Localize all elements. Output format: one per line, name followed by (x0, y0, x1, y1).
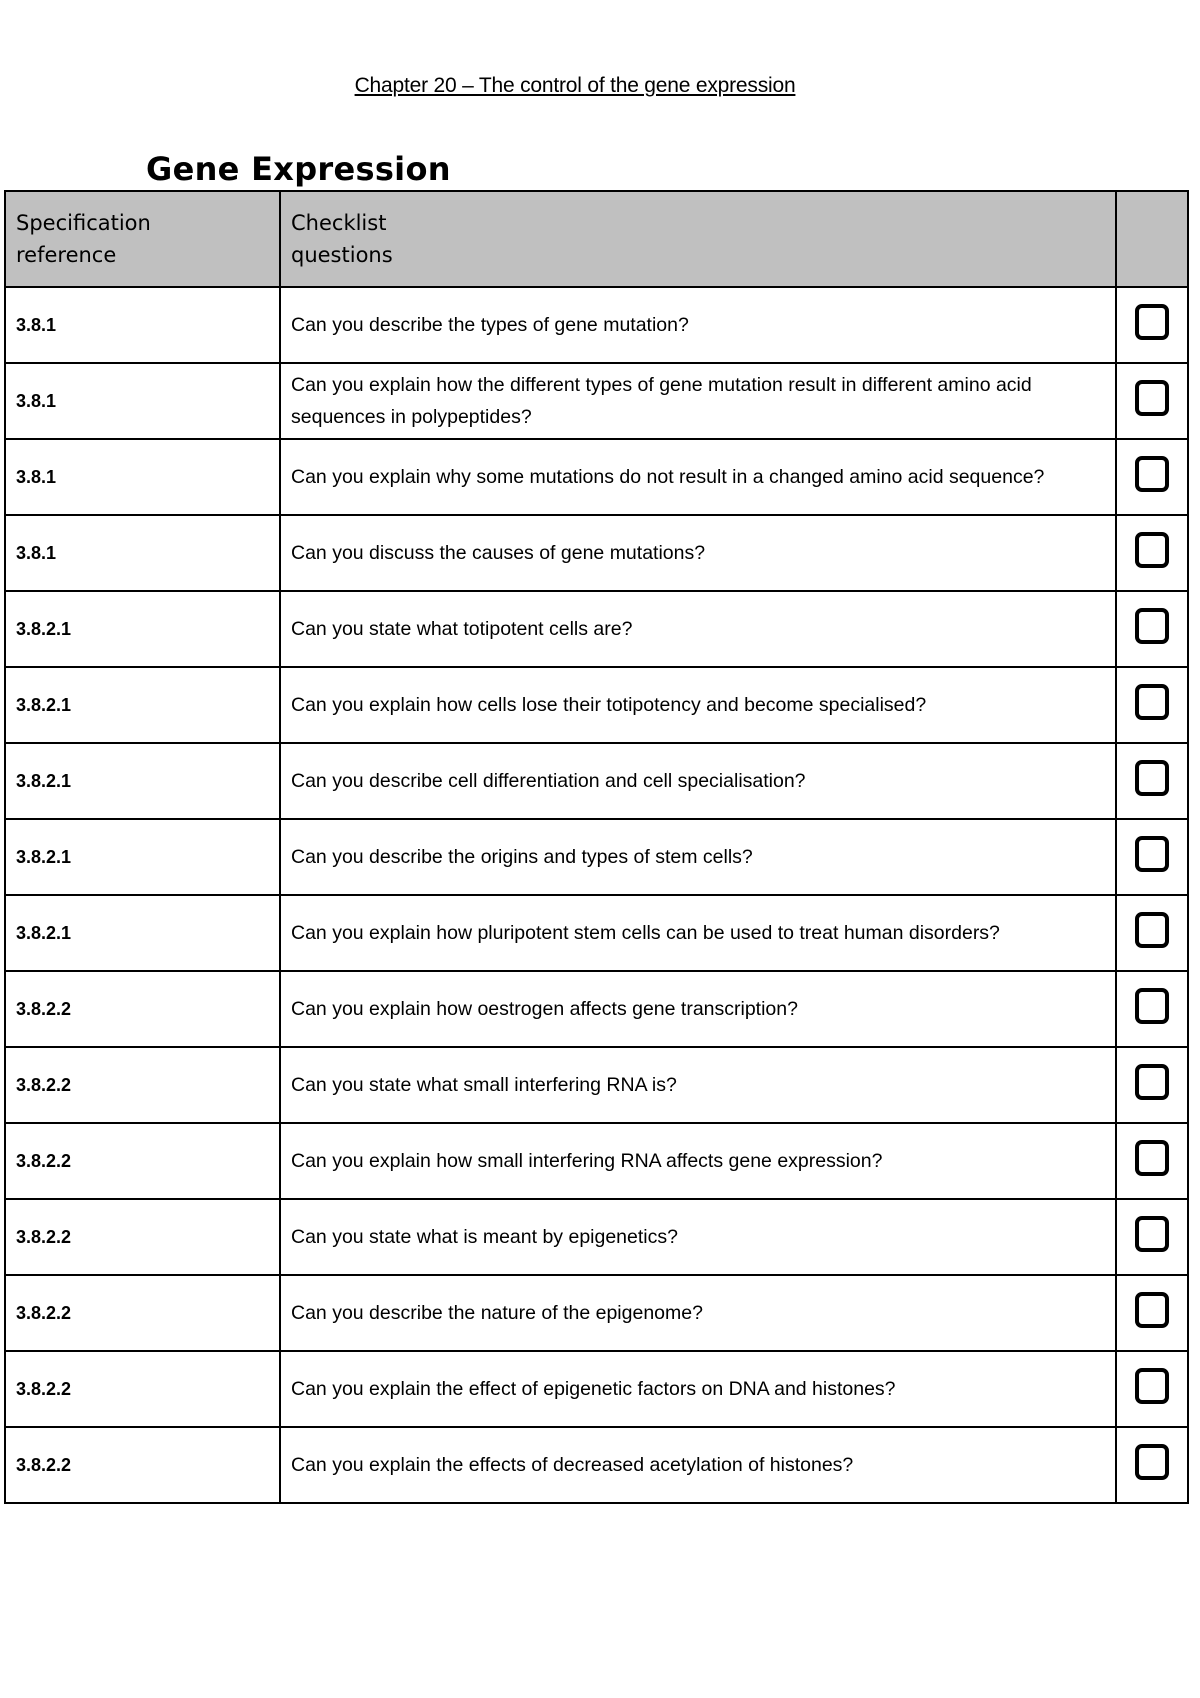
table-row (5, 591, 1188, 667)
checkbox-cell (1116, 1199, 1188, 1275)
checkbox-cell (1116, 1351, 1188, 1427)
question-cell: Can you state what small interfering RNA is? (280, 1047, 1116, 1123)
spec-reference-cell: 3.8.2.2 (5, 1123, 280, 1199)
spec-reference-cell: 3.8.2.2 (5, 1427, 280, 1503)
check-header-line1: Checklist (291, 211, 387, 235)
tick-checkbox[interactable] (1135, 1216, 1169, 1252)
checkbox-cell (1116, 439, 1188, 515)
checkbox-cell (1116, 971, 1188, 1047)
spec-reference-cell: 3.8.1 (5, 439, 280, 515)
table-row (5, 515, 1188, 591)
spec-reference-cell: 3.8.2.1 (5, 819, 280, 895)
checkbox-cell (1116, 895, 1188, 971)
tick-checkbox[interactable] (1135, 608, 1169, 644)
tick-checkbox[interactable] (1135, 1292, 1169, 1328)
question-cell: Can you describe the origins and types of stem cells? (280, 819, 1116, 895)
question-cell: Can you explain how oestrogen affects gene transcription? (280, 971, 1116, 1047)
spec-reference-cell: 3.8.1 (5, 287, 280, 363)
tick-checkbox[interactable] (1135, 1368, 1169, 1404)
checkbox-cell (1116, 667, 1188, 743)
table-row (5, 1199, 1188, 1275)
question-cell: Can you explain how pluripotent stem cells can be used to treat human disorders? (280, 895, 1116, 971)
tick-checkbox[interactable] (1135, 1444, 1169, 1480)
table-row (5, 1351, 1188, 1427)
spec-reference-header (5, 191, 280, 287)
question-cell: Can you state what is meant by epigenetics? (280, 1199, 1116, 1275)
table-row (5, 1047, 1188, 1123)
spec-reference-cell: 3.8.2.1 (5, 743, 280, 819)
spec-reference-cell: 3.8.2.2 (5, 1199, 280, 1275)
header-row (5, 191, 1188, 287)
tick-checkbox[interactable] (1135, 836, 1169, 872)
checkbox-cell (1116, 287, 1188, 363)
table-row (5, 819, 1188, 895)
table-row (5, 971, 1188, 1047)
question-cell: Can you discuss the causes of gene mutations? (280, 515, 1116, 591)
tick-checkbox[interactable] (1135, 1064, 1169, 1100)
table-row (5, 363, 1188, 439)
question-cell: Can you state what totipotent cells are? (280, 591, 1116, 667)
tick-checkbox[interactable] (1135, 456, 1169, 492)
table-row (5, 667, 1188, 743)
checklist-questions-header (280, 191, 1116, 287)
tick-checkbox[interactable] (1135, 1140, 1169, 1176)
table-row (5, 743, 1188, 819)
spec-reference-cell: 3.8.2.2 (5, 1275, 280, 1351)
question-cell: Can you describe the nature of the epigenome? (280, 1275, 1116, 1351)
checkbox-cell (1116, 743, 1188, 819)
question-cell: Can you explain the effects of decreased acetylation of histones? (280, 1427, 1116, 1503)
checkbox-cell (1116, 819, 1188, 895)
tick-checkbox[interactable] (1135, 380, 1169, 416)
question-cell: Can you explain why some mutations do not result in a changed amino acid sequence? (280, 439, 1116, 515)
tick-checkbox[interactable] (1135, 532, 1169, 568)
chapter-title: Chapter 20 – The control of the gene expression (354, 74, 796, 97)
tick-checkbox[interactable] (1135, 988, 1169, 1024)
checkbox-cell (1116, 1123, 1188, 1199)
spec-reference-cell: 3.8.1 (5, 515, 280, 591)
tick-checkbox[interactable] (1135, 760, 1169, 796)
spec-reference-cell: 3.8.2.1 (5, 895, 280, 971)
spec-header-line1: Specification (16, 211, 151, 235)
table-row (5, 895, 1188, 971)
tick-header (1116, 191, 1188, 287)
checkbox-cell (1116, 591, 1188, 667)
spec-header-line2: reference (16, 243, 117, 267)
spec-reference-cell: 3.8.2.2 (5, 1351, 280, 1427)
question-cell: Can you explain how the different types of gene mutation result in different amino acid sequences in polypeptides? (280, 363, 1116, 439)
tick-checkbox[interactable] (1135, 304, 1169, 340)
table-row (5, 287, 1188, 363)
question-cell: Can you explain how small interfering RNA affects gene expression? (280, 1123, 1116, 1199)
checkbox-cell (1116, 515, 1188, 591)
table-row (5, 1275, 1188, 1351)
question-cell: Can you explain how cells lose their totipotency and become specialised? (280, 667, 1116, 743)
spec-reference-cell: 3.8.1 (5, 363, 280, 439)
checkbox-cell (1116, 1427, 1188, 1503)
spec-reference-cell: 3.8.2.2 (5, 971, 280, 1047)
question-cell: Can you describe cell differentiation and cell specialisation? (280, 743, 1116, 819)
table-row (5, 1123, 1188, 1199)
spec-reference-cell: 3.8.2.1 (5, 667, 280, 743)
table-row (5, 1427, 1188, 1503)
spec-reference-cell: 3.8.2.2 (5, 1047, 280, 1123)
checkbox-cell (1116, 363, 1188, 439)
checkbox-cell (1116, 1047, 1188, 1123)
checklist-table (4, 190, 1189, 1504)
question-cell: Can you explain the effect of epigenetic factors on DNA and histones? (280, 1351, 1116, 1427)
checkbox-cell (1116, 1275, 1188, 1351)
question-cell: Can you describe the types of gene mutation? (280, 287, 1116, 363)
check-header-line2: questions (291, 243, 393, 267)
tick-checkbox[interactable] (1135, 912, 1169, 948)
table-row (5, 439, 1188, 515)
spec-reference-cell: 3.8.2.1 (5, 591, 280, 667)
section-title: Gene Expression (146, 150, 451, 188)
tick-checkbox[interactable] (1135, 684, 1169, 720)
